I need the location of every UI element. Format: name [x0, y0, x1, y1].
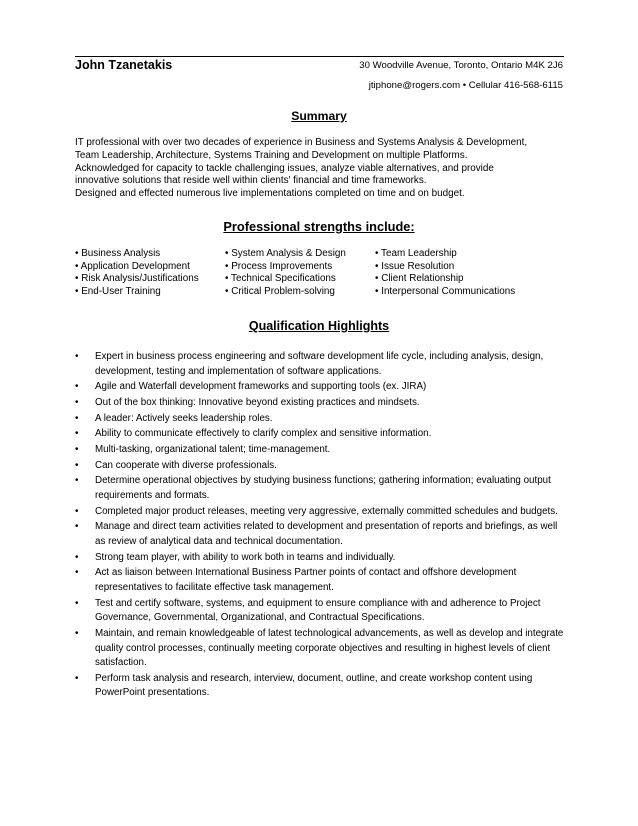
bullet-icon: • — [75, 381, 79, 393]
summary-heading: Summary — [291, 109, 347, 123]
qualification-item — [75, 443, 565, 458]
qualification-text: Determine operational objectives by studying business functions; gathering information; evaluating output requirements and formats. — [95, 475, 551, 501]
qualification-item — [75, 672, 565, 701]
summary-line: innovative solutions that reside well within clients' financial and time frameworks. — [75, 175, 427, 187]
bullet-icon: • — [75, 459, 79, 471]
bullet-icon: • — [75, 351, 79, 362]
strength-item: • Business Analysis — [75, 248, 161, 259]
qualification-text: Out of the box thinking: Innovative beyond existing practices and mindsets. — [95, 396, 420, 408]
qualification-text: A leader: Actively seeks leadership roles. — [95, 412, 273, 424]
summary-line: Designed and effected numerous live implementations completed on time and on budget. — [75, 188, 465, 200]
qualification-item — [75, 427, 565, 442]
strength-item: • End-User Training — [75, 285, 161, 297]
bullet-icon: • — [75, 412, 79, 424]
strength-item: • System Analysis & Design — [225, 248, 346, 259]
qualification-text: Manage and direct team activities related to development and presentation of reports and briefings, as well as review of analytical data and technical documentation. — [95, 521, 558, 547]
qualifications-heading: Qualification Highlights — [248, 319, 390, 333]
bullet-icon: • — [75, 521, 79, 533]
strength-item: • Interpersonal Communications — [375, 285, 516, 297]
strength-item: • Client Relationship — [375, 273, 464, 285]
candidate-name: John Tzanetakis — [75, 58, 173, 72]
qualification-item — [75, 551, 565, 566]
bullet-icon: • — [75, 505, 79, 517]
qualification-item — [75, 380, 565, 395]
strengths-column — [375, 248, 515, 298]
qualification-item — [75, 459, 565, 474]
qualification-text: Agile and Waterfall development frameworks and supporting tools (ex. JIRA) — [95, 381, 427, 393]
qualification-item — [75, 627, 565, 671]
strength-item: • Application Development — [75, 260, 190, 272]
strengths-heading: Professional strengths include: — [223, 219, 415, 234]
strength-item: • Process Improvements — [225, 260, 333, 272]
qualification-text: Expert in business process engineering and software development life cycle, including analysis, design, development, testing and implementation of software applications. — [95, 351, 544, 377]
qualification-text: Perform task analysis and research, interview, document, outline, and create workshop content using PowerPoint presentations. — [95, 672, 533, 699]
qualification-item — [75, 412, 565, 427]
strength-item: • Issue Resolution — [375, 260, 455, 272]
qualification-text: Multi-tasking, organizational talent; time-management. — [95, 444, 331, 456]
qualification-item — [75, 520, 565, 549]
bullet-icon: • — [75, 567, 79, 579]
qualification-text: Ability to communicate effectively to clarify complex and sensitive information. — [95, 428, 432, 440]
qualification-text: Can cooperate with diverse professionals. — [95, 459, 277, 471]
strengths-column — [75, 248, 199, 298]
header-rule — [75, 56, 564, 57]
qualification-text: Completed major product releases, meeting very aggressive, externally committed schedules and budgets. — [95, 505, 558, 517]
bullet-icon: • — [75, 672, 79, 684]
strength-item: • Critical Problem-solving — [225, 285, 335, 297]
strength-item: • Technical Specifications — [225, 273, 336, 285]
qualification-text: Test and certify software, systems, and equipment to ensure compliance with and adherence to Project Governance, Governmental, Organizational, and Contractual Specifications. — [95, 597, 541, 624]
strengths-column — [225, 248, 346, 298]
summary-line: Acknowledged for capacity to tackle challenging issues, analyze viable alternatives, and provide — [75, 162, 494, 174]
qualification-item — [75, 505, 565, 520]
address: 30 Woodville Avenue, Toronto, Ontario M4K 2J6 — [359, 60, 563, 71]
contact-info: jtiphone@rogers.com • Cellular 416-568-6115 — [368, 80, 563, 91]
summary-text — [75, 137, 570, 201]
bullet-icon: • — [75, 475, 79, 487]
bullet-icon: • — [75, 551, 79, 563]
bullet-icon: • — [75, 627, 79, 639]
bullet-icon: • — [75, 597, 79, 609]
qualification-text: Strong team player, with ability to work both in teams and individually. — [95, 551, 396, 563]
qualification-text: Act as liaison between International Business Partner points of contact and offshore development representatives to facilitate effective task management. — [95, 567, 517, 593]
qualification-item — [75, 566, 565, 595]
bullet-icon: • — [75, 396, 79, 408]
strength-item: • Risk Analysis/Justifications — [75, 273, 199, 285]
qualification-item — [75, 474, 565, 503]
bullet-icon: • — [75, 444, 79, 456]
summary-line: Team Leadership, Architecture, Systems Training and Development on multiple Platforms. — [75, 149, 468, 161]
qualification-item — [75, 396, 565, 411]
qualification-item — [75, 597, 565, 626]
summary-line: IT professional with over two decades of experience in Business and Systems Analysis & Development, — [75, 137, 528, 148]
qualification-item — [75, 350, 565, 379]
bullet-icon: • — [75, 428, 79, 440]
qualification-text: Maintain, and remain knowledgeable of latest technological advancements, as well as develop and integrate quality control processes, continually meeting corporate objectives and resulting in highest levels of client satisfaction. — [95, 627, 564, 669]
strength-item: • Team Leadership — [375, 248, 457, 259]
qualifications-list — [75, 350, 565, 702]
